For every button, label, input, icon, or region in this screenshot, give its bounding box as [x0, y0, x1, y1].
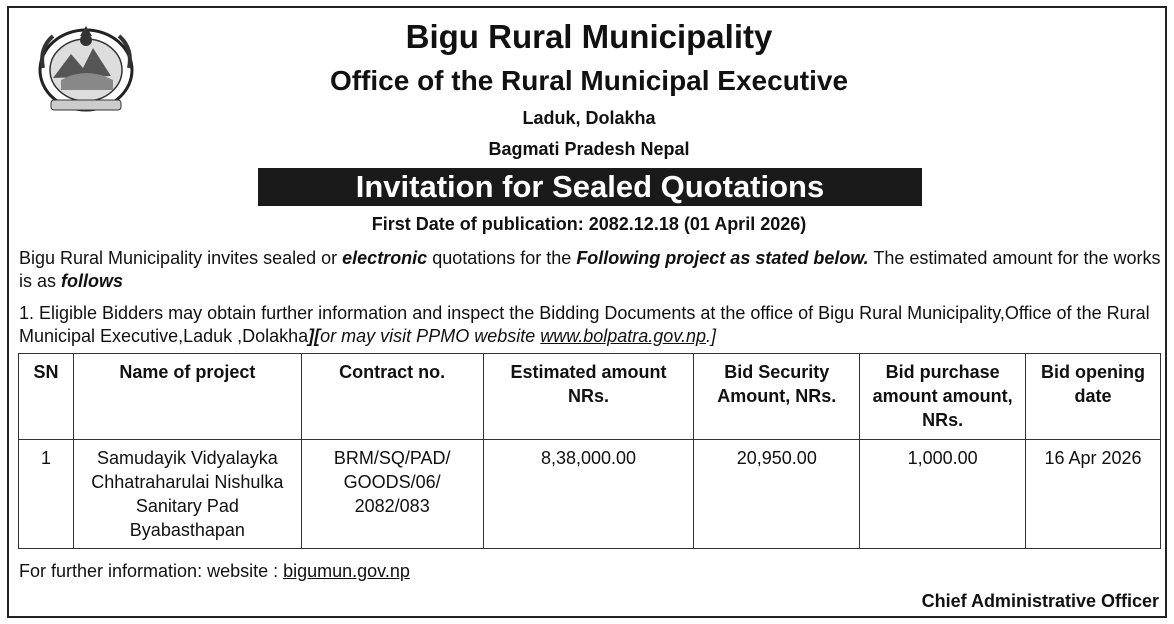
address-line-2: Bagmati Pradesh Nepal	[488, 139, 690, 159]
column-header-contract: Contract no.	[301, 354, 483, 440]
further-info-label: For further information: website :	[19, 561, 284, 581]
further-info	[19, 561, 410, 582]
table-header-row	[19, 354, 1161, 440]
municipality-website-link[interactable]: bigumun.gov.np	[283, 561, 410, 581]
cell-bid-purchase: 1,000.00	[860, 440, 1026, 549]
intro-text-2: quotations for the	[427, 248, 577, 268]
notice-banner: Invitation for Sealed Quotations	[258, 168, 922, 206]
address-line-1: Laduk, Dolakha	[522, 108, 656, 128]
column-header-purchase: Bid purchase amount amount, NRs.	[860, 354, 1026, 440]
instruction-bracket: ][	[308, 326, 321, 346]
cell-contract-no: BRM/SQ/PAD/ GOODS/06/ 2082/083	[301, 440, 483, 549]
bid-table	[18, 353, 1161, 549]
column-header-opening: Bid opening date	[1026, 354, 1161, 440]
publication-date: First Date of publication: 2082.12.18 (01 April 2026)	[371, 214, 807, 234]
column-header-sn: SN	[19, 354, 74, 440]
column-header-estimated: Estimated amount NRs.	[483, 354, 694, 440]
intro-paragraph	[19, 247, 1164, 293]
instruction-text: 1. Eligible Bidders may obtain further information and inspect the Bidding Documents at the office of Bigu Rural Municipality,Office of the Rural Municipal Executive,Laduk ,Dolakha	[19, 303, 1150, 346]
instruction-visit-text: or may visit PPMO website	[320, 326, 541, 346]
intro-text-3: The estimated amount for the works is as	[19, 248, 1161, 291]
cell-opening-date: 16 Apr 2026	[1026, 440, 1161, 549]
cell-sn: 1	[19, 440, 74, 549]
cell-project-name: Samudayik Vidyalayka Chhatraharulai Nishulka Sanitary Pad Byabasthapan	[73, 440, 301, 549]
municipality-title: Bigu Rural Municipality	[405, 18, 773, 55]
instruction-item-1	[19, 302, 1164, 348]
intro-emphasis-1: electronic	[342, 248, 428, 268]
intro-emphasis-2: Following project as stated below.	[576, 248, 869, 268]
cell-bid-security: 20,950.00	[694, 440, 860, 549]
signature-title: Chief Administrative Officer	[921, 591, 1159, 611]
column-header-project: Name of project	[73, 354, 301, 440]
ppmo-website-link[interactable]: www.bolpatra.gov.np	[540, 326, 706, 346]
instruction-close: .]	[706, 326, 717, 346]
cell-estimated-amount: 8,38,000.00	[483, 440, 694, 549]
intro-emphasis-3: follows	[61, 271, 124, 291]
column-header-security: Bid Security Amount, NRs.	[694, 354, 860, 440]
notice-page	[7, 6, 1167, 618]
table-row	[19, 440, 1161, 549]
intro-text-1: Bigu Rural Municipality invites sealed or	[19, 248, 343, 268]
office-title: Office of the Rural Municipal Executive	[329, 65, 849, 96]
